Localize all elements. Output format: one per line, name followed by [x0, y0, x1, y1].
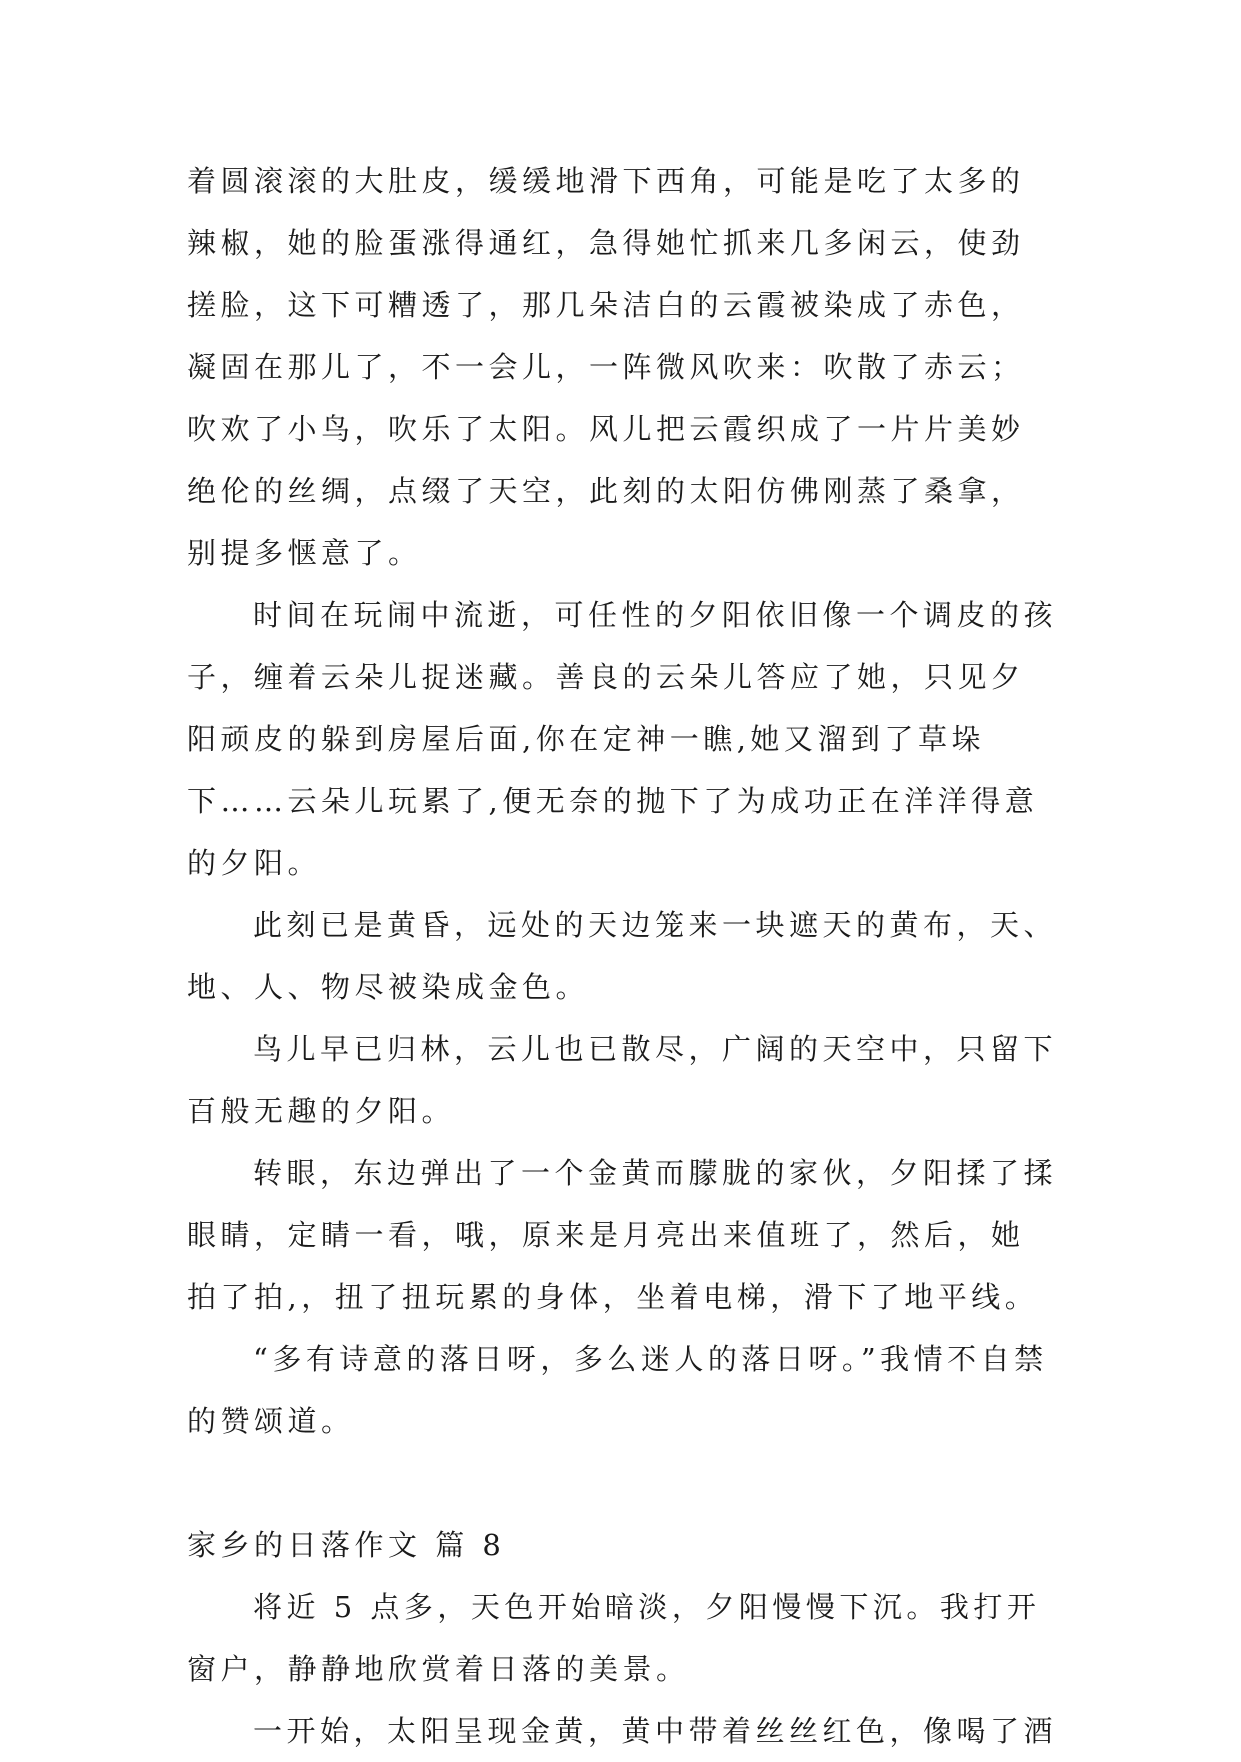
paragraph: 此刻已是黄昏，远处的天边笼来一块遮天的黄布，天、地、人、物尽被染成金色。 [187, 908, 1058, 1004]
section-spacer [187, 1452, 1057, 1514]
paragraph: 将近 5 点多，天色开始暗淡，夕阳慢慢下沉。我打开窗户，静静地欣赏着日落的美景。 [187, 1590, 1041, 1686]
document-body [187, 150, 1057, 1762]
section-heading: 家乡的日落作文 篇 8 [187, 1528, 506, 1562]
paragraph: 鸟儿早已归林，云儿也已散尽，广阔的天空中，只留下百般无趣的夕阳。 [187, 1032, 1058, 1128]
paragraph: 转眼，东边弹出了一个金黄而朦胧的家伙，夕阳揉了揉眼睛，定睛一看，哦，原来是月亮出来值班了，然后，她拍了拍,，扭了扭玩累的身体，坐着电梯，滑下了地平线。 [187, 1156, 1058, 1314]
paragraph: “多有诗意的落日呀，多么迷人的落日呀。”我情不自禁的赞颂道。 [187, 1342, 1048, 1438]
paragraph-continuation: 着圆滚滚的大肚皮，缓缓地滑下西角，可能是吃了太多的辣椒，她的脸蛋涨得通红，急得她忙抓来几多闲云，使劲搓脸，这下可糟透了，那几朵洁白的云霞被染成了赤色，凝固在那儿了，不一会儿，一阵微风吹来：吹散了赤云；吹欢了小鸟，吹乐了太阳。风儿把云霞织成了一片片美妙绝伦的丝绸，点缀了天空，此刻的太阳仿佛刚蒸了桑拿，别提多惬意了。 [187, 164, 1025, 570]
paragraph: 时间在玩闹中流逝，可任性的夕阳依旧像一个调皮的孩子，缠着云朵儿捉迷藏。善良的云朵儿答应了她，只见夕阳顽皮的躲到房屋后面,你在定神一瞧,她又溜到了草垛下……云朵儿玩累了,便无奈的抛下了为成功正在洋洋得意的夕阳。 [187, 598, 1058, 880]
paragraph: 一开始，太阳呈现金黄，黄中带着丝丝红色，像喝了酒 [253, 1714, 1058, 1748]
